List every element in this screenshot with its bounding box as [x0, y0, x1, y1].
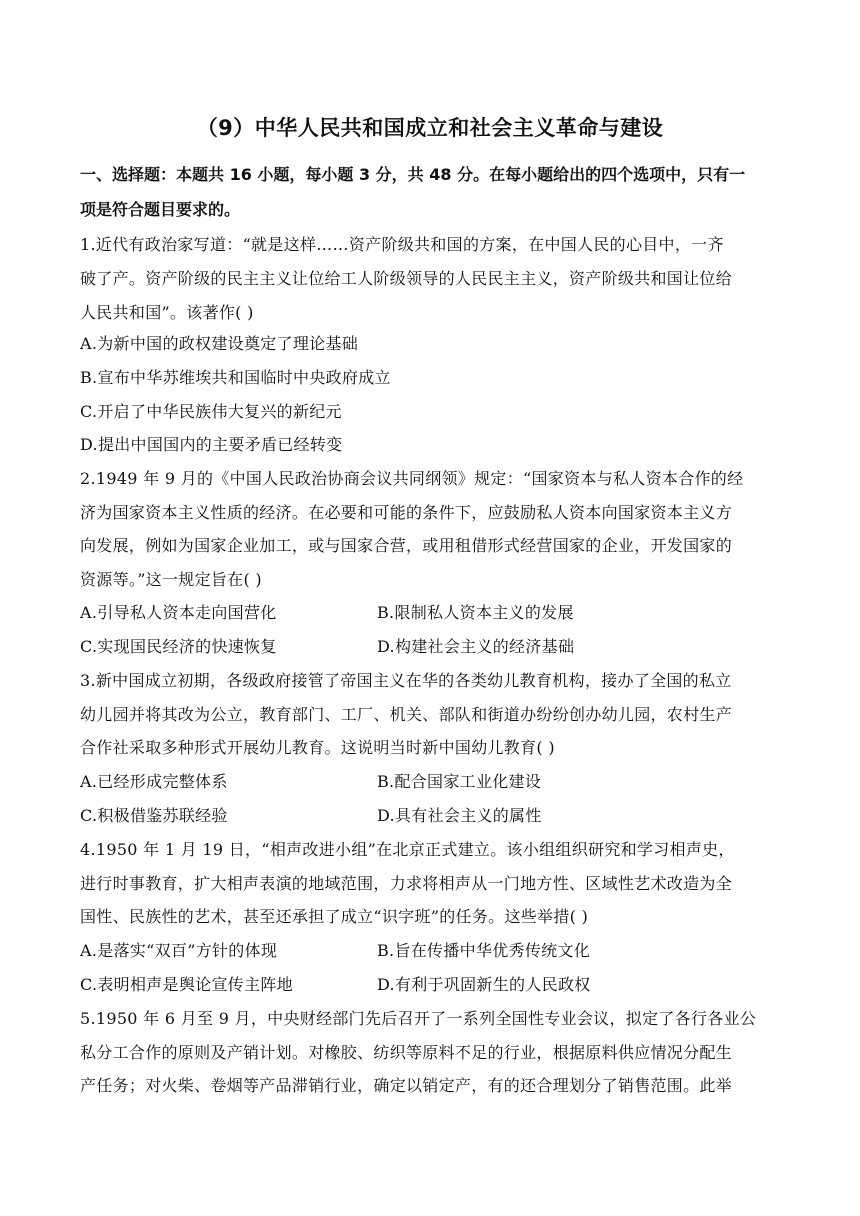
q1-stem-line-3: 人民共和国”。该著作( ) — [80, 303, 254, 322]
q2-stem-line-2: 济为国家资本主义性质的经济。在必要和可能的条件下，应鼓励私人资本向国家资本主义方 — [80, 503, 733, 522]
q3-stem-line-2: 幼儿园并将其改为公立，教育部门、工厂、机关、部队和街道办纷纷创办幼儿园，农村生产 — [80, 705, 733, 724]
q1-option-b[interactable]: B.宣布中华苏维埃共和国临时中央政府成立 — [80, 368, 391, 387]
q4-option-a[interactable]: A.是落实“双百”方针的体现 — [80, 941, 278, 960]
q4-stem-line-1: 4.1950 年 1 月 19 日，“相声改进小组”在北京正式建立。该小组组织研究和学习相声史， — [80, 840, 735, 859]
q3-option-a[interactable]: A.已经形成完整体系 — [80, 772, 228, 791]
q2-option-a[interactable]: A.引导私人资本走向国营化 — [80, 603, 277, 622]
section-instruction-line-2: 项是符合题目要求的。 — [80, 200, 241, 219]
q2-stem-line-4: 资源等。”这一规定旨在( ) — [80, 570, 262, 589]
q1-option-a[interactable]: A.为新中国的政权建设奠定了理论基础 — [80, 334, 359, 353]
q2-stem-line-1: 2.1949 年 9 月的《中国人民政治协商会议共同纲领》规定：“国家资本与私人资本合作的经 — [80, 469, 744, 488]
page-title: （9）中华人民共和国成立和社会主义革命与建设 — [196, 116, 664, 140]
q5-stem-line-1: 5.1950 年 6 月至 9 月，中央财经部门先后召开了一系列全国性专业会议，拟定了各行各业公 — [80, 1009, 757, 1028]
q5-stem-line-3: 产任务；对火柴、卷烟等产品滞销行业，确定以销定产，有的还合理划分了销售范围。此举 — [80, 1076, 733, 1095]
q2-option-d[interactable]: D.构建社会主义的经济基础 — [377, 637, 575, 656]
q3-stem-line-3: 合作社采取多种形式开展幼儿教育。这说明当时新中国幼儿教育( ) — [80, 738, 555, 757]
q5-stem-line-2: 私分工合作的原则及产销计划。对橡胶、纺织等原料不足的行业，根据原料供应情况分配生 — [80, 1043, 733, 1062]
q4-stem-line-3: 国性、民族性的艺术，甚至还承担了成立“识字班”的任务。这些举措( ) — [80, 907, 589, 926]
q2-option-b[interactable]: B.限制私人资本主义的发展 — [377, 603, 574, 622]
q1-stem-line-2: 破了产。资产阶级的民主主义让位给工人阶级领导的人民民主主义，资产阶级共和国让位给 — [80, 269, 733, 288]
q1-option-c[interactable]: C.开启了中华民族伟大复兴的新纪元 — [80, 402, 342, 421]
q2-stem-line-3: 向发展，例如为国家企业加工，或与国家合营，或用租借形式经营国家的企业，开发国家的 — [80, 536, 733, 555]
q3-option-d[interactable]: D.具有社会主义的属性 — [377, 806, 542, 825]
q1-stem-line-1: 1.近代有政治家写道：“就是这样……资产阶级共和国的方案，在中国人民的心目中，一齐 — [80, 235, 724, 254]
q4-stem-line-2: 进行时事教育，扩大相声表演的地域范围，力求将相声从一门地方性、区域性艺术改造为全 — [80, 874, 733, 893]
section-instruction-line-1: 一、选择题：本题共 16 小题，每小题 3 分，共 48 分。在每小题给出的四个选项中，只有一 — [80, 165, 746, 184]
q2-option-c[interactable]: C.实现国民经济的快速恢复 — [80, 637, 277, 656]
q4-option-d[interactable]: D.有利于巩固新生的人民政权 — [377, 975, 591, 994]
q3-stem-line-1: 3.新中国成立初期，各级政府接管了帝国主义在华的各类幼儿教育机构，接办了全国的私立 — [80, 671, 732, 690]
q4-option-b[interactable]: B.旨在传播中华优秀传统文化 — [377, 941, 591, 960]
q3-option-c[interactable]: C.积极借鉴苏联经验 — [80, 806, 228, 825]
q1-option-d[interactable]: D.提出中国国内的主要矛盾已经转变 — [80, 435, 343, 454]
q4-option-c[interactable]: C.表明相声是舆论宣传主阵地 — [80, 975, 293, 994]
q3-option-b[interactable]: B.配合国家工业化建设 — [377, 772, 542, 791]
